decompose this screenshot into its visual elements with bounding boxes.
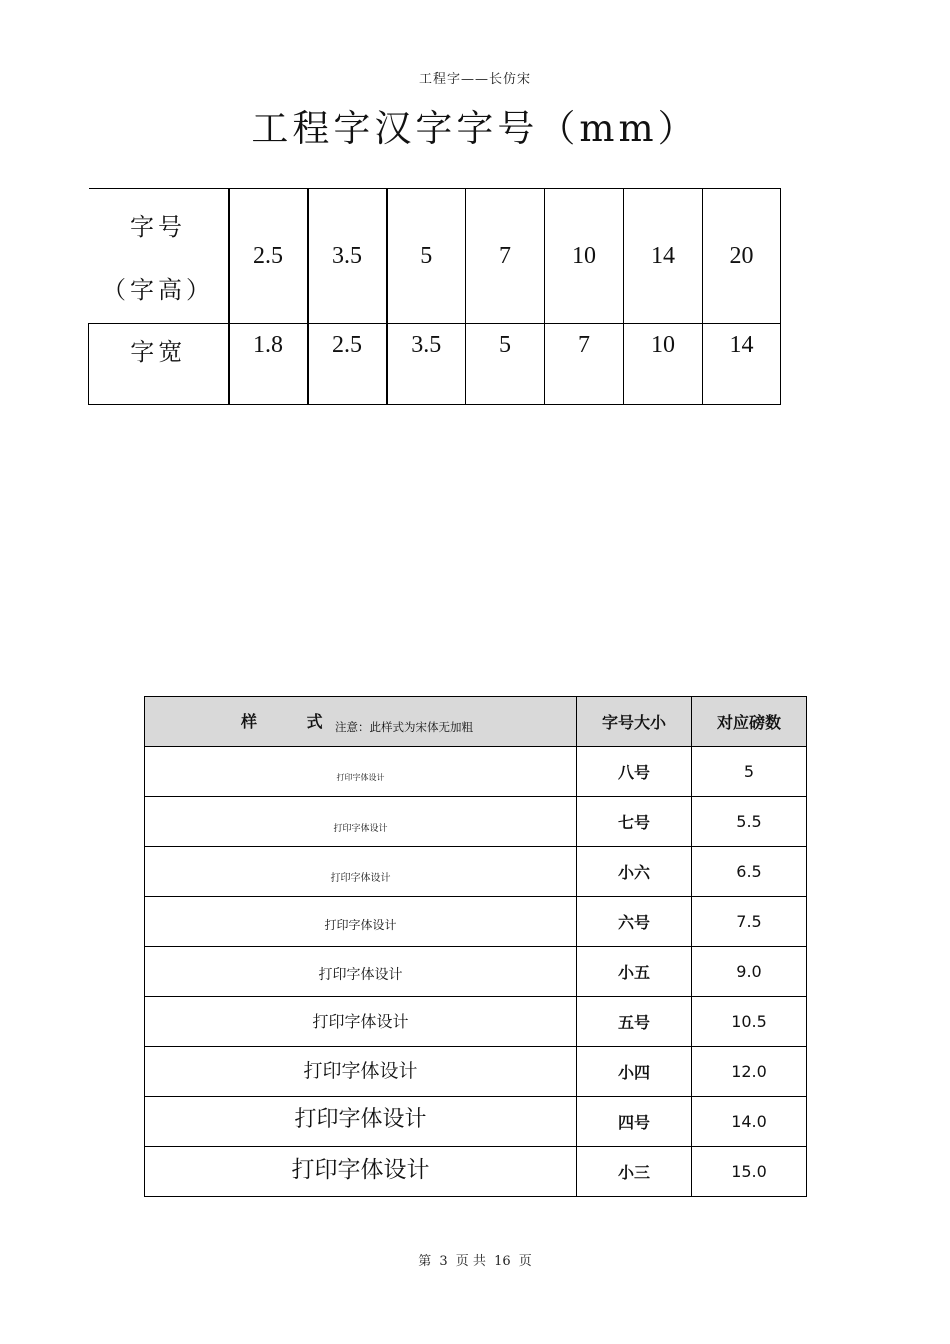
size-cell: 小三 bbox=[577, 1147, 692, 1197]
header-size: 字号大小 bbox=[577, 697, 692, 747]
width-cell: 5 bbox=[466, 324, 545, 405]
sample-cell bbox=[145, 897, 577, 947]
table-row bbox=[145, 847, 807, 897]
points-cell: 15.0 bbox=[692, 1147, 807, 1197]
sample-text: 打印字体设计 bbox=[330, 872, 391, 884]
points-cell: 14.0 bbox=[692, 1097, 807, 1147]
sample-cell bbox=[145, 1147, 577, 1197]
points-cell: 9.0 bbox=[692, 947, 807, 997]
points-cell: 6.5 bbox=[692, 847, 807, 897]
row-label-line1: 字号 bbox=[130, 213, 186, 241]
points-cell: 7.5 bbox=[692, 897, 807, 947]
height-cell: 7 bbox=[466, 189, 545, 324]
sample-cell bbox=[145, 847, 577, 897]
height-cell: 20 bbox=[703, 189, 781, 324]
sample-text: 打印字体设计 bbox=[312, 1012, 409, 1031]
width-cell: 2.5 bbox=[308, 324, 387, 405]
table-row bbox=[145, 997, 807, 1047]
table-row bbox=[145, 797, 807, 847]
table-row bbox=[145, 897, 807, 947]
char-size-table bbox=[88, 188, 781, 405]
sample-cell bbox=[145, 1047, 577, 1097]
row-label-width: 字宽 bbox=[89, 324, 229, 405]
size-cell: 小四 bbox=[577, 1047, 692, 1097]
sample-text: 打印字体设计 bbox=[291, 1157, 430, 1183]
sample-text: 打印字体设计 bbox=[336, 772, 385, 782]
sample-cell bbox=[145, 997, 577, 1047]
height-cell: 3.5 bbox=[308, 189, 387, 324]
row-label-line2: （字高） bbox=[102, 276, 214, 304]
size-cell: 六号 bbox=[577, 897, 692, 947]
header-points: 对应磅数 bbox=[692, 697, 807, 747]
width-cell: 14 bbox=[703, 324, 781, 405]
size-cell: 小五 bbox=[577, 947, 692, 997]
page-footer bbox=[0, 1250, 950, 1269]
points-cell: 12.0 bbox=[692, 1047, 807, 1097]
header-style-label: 样 式 bbox=[241, 712, 345, 731]
header-note: 注意：此样式为宋体无加粗 bbox=[335, 720, 473, 734]
width-cell: 10 bbox=[624, 324, 703, 405]
sample-cell bbox=[145, 1097, 577, 1147]
points-cell: 5.5 bbox=[692, 797, 807, 847]
table-row-height bbox=[89, 189, 781, 324]
width-cell: 1.8 bbox=[229, 324, 308, 405]
sample-text: 打印字体设计 bbox=[318, 966, 403, 983]
size-cell: 七号 bbox=[577, 797, 692, 847]
header-style bbox=[145, 697, 577, 747]
page-header: 工程字——长仿宋 bbox=[418, 72, 531, 87]
width-cell: 3.5 bbox=[387, 324, 466, 405]
table-row bbox=[145, 747, 807, 797]
table-row bbox=[145, 1147, 807, 1197]
table-row bbox=[145, 1097, 807, 1147]
table-row bbox=[145, 1047, 807, 1097]
footer-page: 3 bbox=[439, 1254, 448, 1269]
size-cell: 五号 bbox=[577, 997, 692, 1047]
height-cell: 10 bbox=[545, 189, 624, 324]
sample-cell bbox=[145, 947, 577, 997]
sample-text: 打印字体设计 bbox=[294, 1107, 427, 1132]
footer-total: 16 bbox=[494, 1254, 511, 1269]
height-cell: 5 bbox=[387, 189, 466, 324]
size-cell: 八号 bbox=[577, 747, 692, 797]
footer-prefix: 第 bbox=[418, 1254, 432, 1269]
sample-cell bbox=[145, 747, 577, 797]
size-cell: 四号 bbox=[577, 1097, 692, 1147]
page-title: 工程字汉字字号（mm） bbox=[251, 107, 699, 150]
font-size-table bbox=[144, 696, 807, 1197]
size-cell: 小六 bbox=[577, 847, 692, 897]
footer-mid: 页 共 bbox=[455, 1254, 486, 1269]
points-cell: 5 bbox=[692, 747, 807, 797]
sample-text: 打印字体设计 bbox=[333, 823, 388, 834]
height-cell: 2.5 bbox=[229, 189, 308, 324]
footer-suffix: 页 bbox=[518, 1254, 532, 1269]
width-cell: 7 bbox=[545, 324, 624, 405]
sample-text: 打印字体设计 bbox=[324, 918, 397, 932]
row-label-height bbox=[89, 189, 229, 324]
table-header-row bbox=[145, 697, 807, 747]
sample-text: 打印字体设计 bbox=[303, 1060, 418, 1082]
table-row-width bbox=[89, 324, 781, 405]
points-cell: 10.5 bbox=[692, 997, 807, 1047]
table-row bbox=[145, 947, 807, 997]
sample-cell bbox=[145, 797, 577, 847]
height-cell: 14 bbox=[624, 189, 703, 324]
